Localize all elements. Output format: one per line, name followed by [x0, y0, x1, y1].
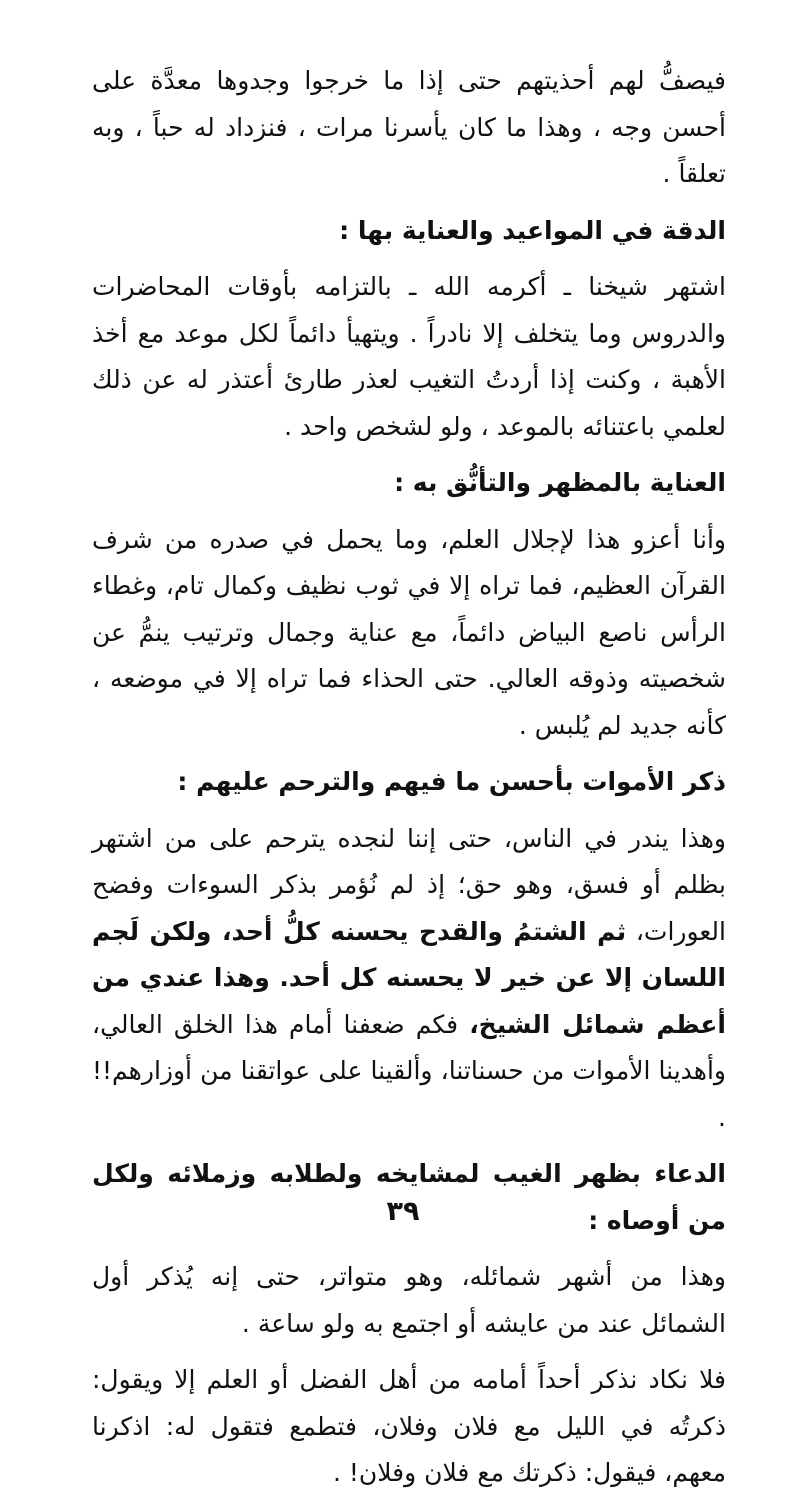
paragraph-remembering-dead-part-3: فكم ضعفنا أمام هذا الخلق العالي، وأهدينا الأموات من حسناتنا، وألقينا على عواتقنا من أوزارهم!! . — [92, 1009, 726, 1132]
paragraph-remembering-dead — [92, 816, 726, 1142]
paragraph-appearance: وأنا أعزو هذا لإجلال العلم، وما يحمل في صدره من شرف القرآن العظيم، فما تراه إلا في ثوب نظيف وكمال تام، وغطاء الرأس ناصع البياض دائماً، مع عناية وجمال وترتيب ينمُّ عن شخصيته وذوقه العالي. حتى الحذاء فما تراه إلا في موضعه ، كأنه جديد لم يُلبس . — [92, 524, 726, 740]
heading-punctuality: الدقة في المواعيد والعناية بها : — [339, 215, 726, 245]
heading-prayer: الدعاء بظهر الغيب لمشايخه ولطلابه وزملائه ولكل من أوصاه : — [92, 1159, 726, 1235]
heading-remembering-dead: ذكر الأموات بأحسن ما فيهم والترحم عليهم : — [177, 767, 726, 796]
paragraph-shoes: فيصفُّ لهم أحذيتهم حتى إذا ما خرجوا وجدوها معدَّة على أحسن وجه ، وهذا ما كان يأسرنا مرات ، فنزداد له حباً ، وبه تعلقاً . — [92, 66, 726, 188]
page-body — [92, 58, 726, 1497]
paragraph-remembering-dead-part-1: وهذا يندر في الناس، حتى إننا لنجده يترحم على من اشتهر بظلم أو فسق، وهو حق؛ إذ لم نُؤمر بذكر السوءات وفضح العورات، — [92, 823, 726, 946]
paragraph-punctuality: اشتهر شيخنا ـ أكرمه الله ـ بالتزامه بأوقات المحاضرات والدروس وما يتخلف إلا نادراً . ويتهيأ دائماً لكل موعد مع أخذ الأهبة ، وكنت إذا أردتُ التغيب لعذر طارئ أعتذر له عن ذلك لعلمي باعتنائه بالموعد ، ولو لشخص واحد . — [92, 272, 726, 441]
paragraph-prayer: وهذا من أشهر شمائله، وهو متواتر، حتى إنه يُذكر أول الشمائل عند من عايشه أو اجتمع به ولو ساعة . — [92, 1262, 726, 1338]
paragraph-gap — [92, 1347, 726, 1357]
heading-appearance: العناية بالمظهر والتأنُّق به : — [394, 468, 726, 497]
page-number: ٣٩ — [386, 1196, 420, 1227]
paragraph-remembering-dead-bold: ثم الشتمُ والقدح يحسنه كلُّ أحد، ولكن لَجم اللسان إلا عن خير لا يحسنه كل أحد. وهذا عندي من أعظم شمائل الشيخ، — [92, 916, 726, 1039]
paragraph-mention: فلا نكاد نذكر أحداً أمامه من أهل الفضل أو العلم إلا ويقول: ذكرتُه في الليل مع فلان وفلان، فتطمع فتقول له: اذكرنا معهم، فيقول: ذكرتك مع فلان وفلان! . — [92, 1365, 726, 1487]
